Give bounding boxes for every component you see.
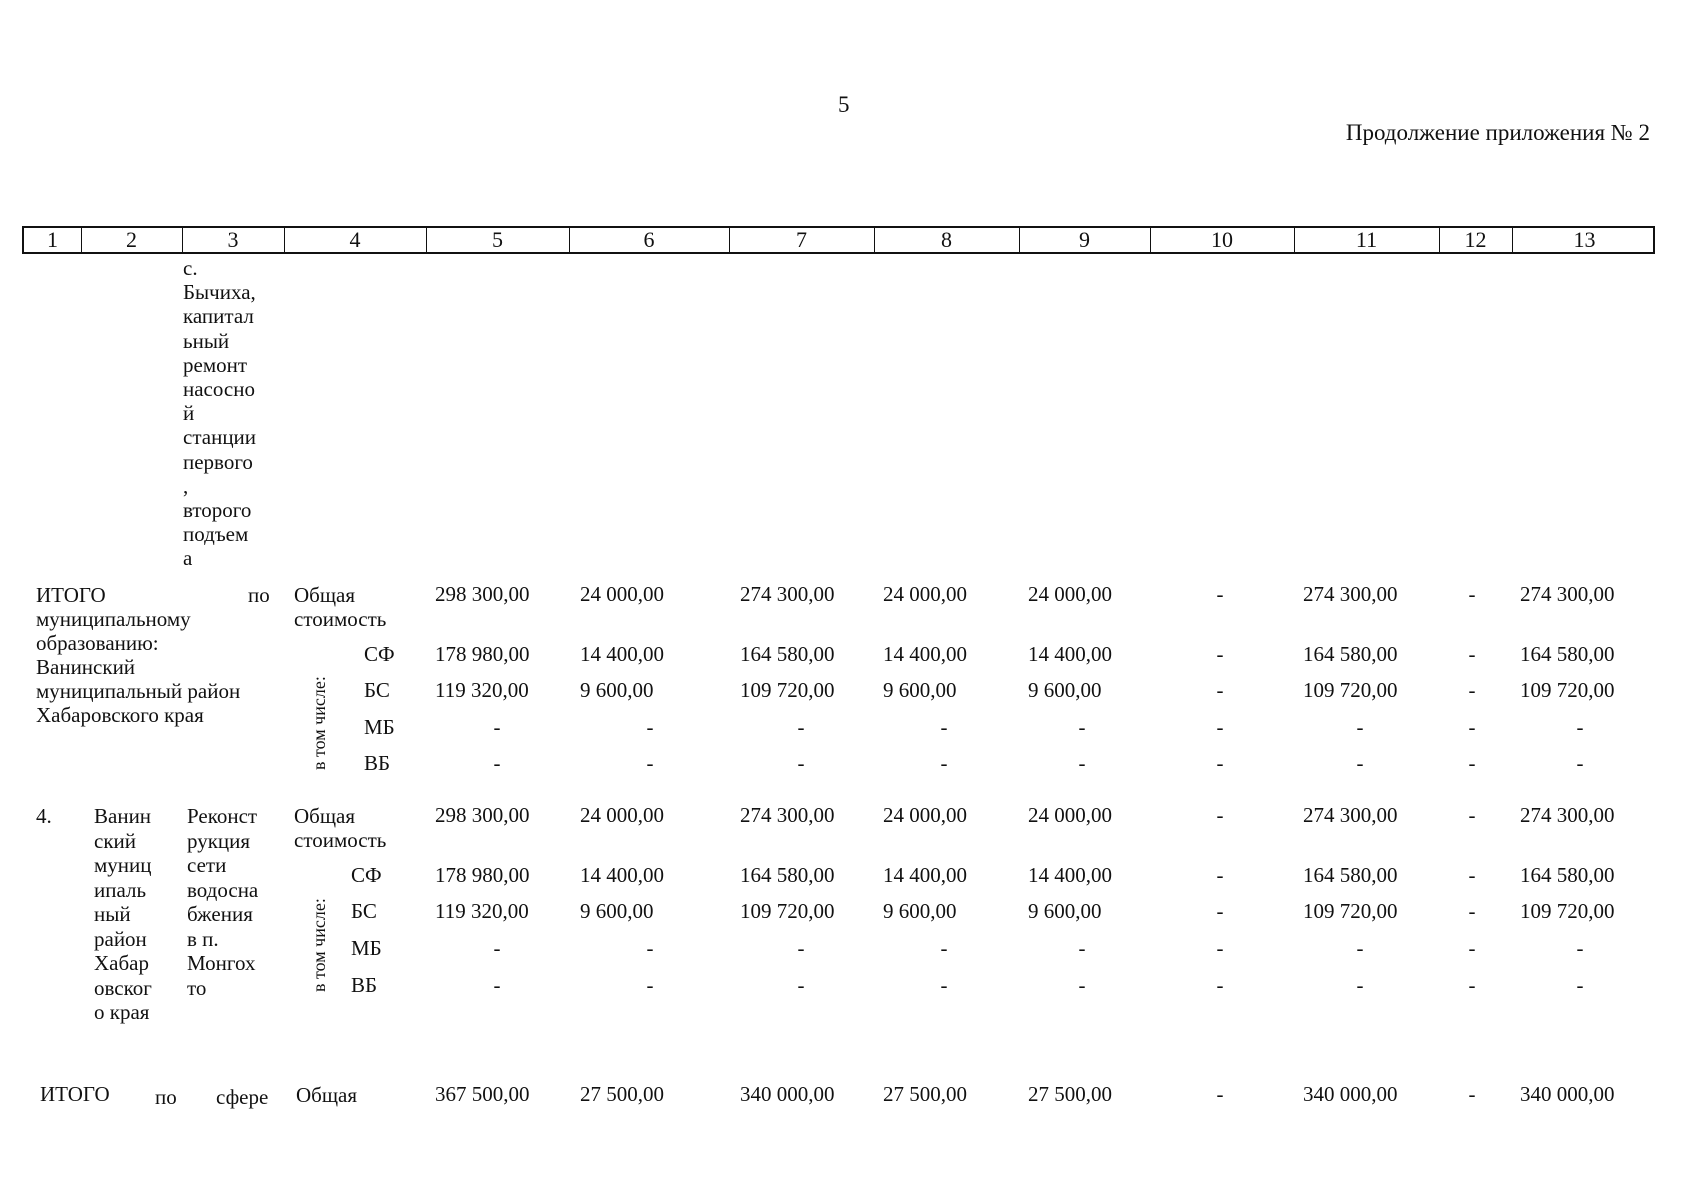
value-dash: - xyxy=(493,936,501,960)
header-divider xyxy=(874,228,875,252)
value-dash: - xyxy=(1078,751,1086,775)
itogo-label: Ванинский xyxy=(36,655,136,679)
project-line: водосна xyxy=(187,877,259,902)
header-divider xyxy=(1294,228,1295,252)
fund-code: ВБ xyxy=(364,751,391,775)
header-col-4: 4 xyxy=(349,227,361,252)
value-dash: - xyxy=(1216,715,1224,739)
value-cell: 340 000,00 xyxy=(1303,1082,1398,1106)
value-cell: 9 600,00 xyxy=(580,678,654,702)
project-name-line: капитал xyxy=(183,304,254,329)
value-dash: - xyxy=(1468,751,1476,775)
municipality-line: ский xyxy=(94,828,136,853)
municipality-line: о края xyxy=(94,1000,150,1024)
value-dash: - xyxy=(1216,751,1224,775)
continuation-title: Продолжение приложения № 2 xyxy=(1345,120,1650,145)
value-dash: - xyxy=(940,936,948,960)
value-cell: 340 000,00 xyxy=(740,1082,835,1106)
value-dash: - xyxy=(493,715,501,739)
municipality-line: Ванин xyxy=(94,804,152,828)
value-cell: 164 580,00 xyxy=(1303,642,1398,666)
value-dash: - xyxy=(646,973,654,997)
header-col-8: 8 xyxy=(941,227,952,252)
value-dash: - xyxy=(797,936,805,960)
value-dash: - xyxy=(1468,899,1476,923)
value-cell: 24 000,00 xyxy=(883,803,967,827)
value-cell: 9 600,00 xyxy=(1028,899,1102,923)
value-dash: - xyxy=(1468,863,1476,887)
municipality-line: ный xyxy=(94,902,131,926)
value-dash: - xyxy=(940,973,948,997)
value-dash: - xyxy=(1468,678,1476,702)
value-cell: 164 580,00 xyxy=(1303,863,1398,887)
value-cell: 14 400,00 xyxy=(580,642,664,666)
project-name-line: насосно xyxy=(183,377,255,401)
including-label: в том числе: xyxy=(309,676,329,770)
value-dash: - xyxy=(1468,715,1476,739)
fund-code: ВБ xyxy=(351,973,378,997)
project-name-line: , xyxy=(183,473,189,498)
header-divider xyxy=(729,228,730,252)
value-cell: 109 720,00 xyxy=(1303,899,1398,923)
value-cell: 109 720,00 xyxy=(740,899,835,923)
value-cell: 24 000,00 xyxy=(883,582,967,606)
value-cell: 164 580,00 xyxy=(740,863,835,887)
header-col-13: 13 xyxy=(1573,227,1596,252)
value-dash: - xyxy=(940,715,948,739)
value-dash: - xyxy=(1468,1082,1476,1106)
value-cell: 14 400,00 xyxy=(1028,642,1112,666)
value-dash: - xyxy=(1078,936,1086,960)
project-name-line: с. xyxy=(183,256,198,280)
value-cell: 24 000,00 xyxy=(1028,582,1112,606)
header-divider xyxy=(182,228,183,252)
total-cost-label: стоимость xyxy=(294,607,387,631)
value-dash: - xyxy=(1078,715,1086,739)
header-col-5: 5 xyxy=(492,227,503,252)
value-dash: - xyxy=(1216,899,1224,923)
value-cell: 9 600,00 xyxy=(883,678,957,702)
value-cell: 109 720,00 xyxy=(1520,678,1615,702)
header-divider xyxy=(1019,228,1020,252)
value-cell: 109 720,00 xyxy=(1303,678,1398,702)
value-dash: - xyxy=(940,751,948,775)
value-dash: - xyxy=(1576,973,1584,997)
header-divider xyxy=(426,228,427,252)
value-dash: - xyxy=(1078,973,1086,997)
header-divider xyxy=(1150,228,1151,252)
project-line: Реконст xyxy=(187,804,258,828)
project-line: Монгох xyxy=(187,951,256,975)
itogo-label: Хабаровского края xyxy=(36,703,204,727)
value-cell: 298 300,00 xyxy=(435,582,530,606)
value-cell: 340 000,00 xyxy=(1520,1082,1615,1106)
value-dash: - xyxy=(1216,803,1224,827)
project-line: рукция xyxy=(187,828,251,853)
value-cell: 9 600,00 xyxy=(580,899,654,923)
header-divider xyxy=(81,228,82,252)
value-dash: - xyxy=(1468,803,1476,827)
value-dash: - xyxy=(1356,936,1364,960)
value-cell: 27 500,00 xyxy=(580,1082,664,1106)
fund-code: СФ xyxy=(364,642,395,666)
value-cell: 24 000,00 xyxy=(580,803,664,827)
value-cell: 24 000,00 xyxy=(1028,803,1112,827)
value-dash: - xyxy=(1216,582,1224,606)
value-dash: - xyxy=(493,751,501,775)
itogo-label: муниципальный район xyxy=(36,679,241,703)
page-number: 5 xyxy=(838,92,850,117)
value-cell: 14 400,00 xyxy=(580,863,664,887)
value-dash: - xyxy=(1576,715,1584,739)
value-dash: - xyxy=(1576,936,1584,960)
value-cell: 109 720,00 xyxy=(740,678,835,702)
value-dash: - xyxy=(1356,715,1364,739)
value-cell: 9 600,00 xyxy=(883,899,957,923)
municipality-line: ипаль xyxy=(94,877,147,902)
header-divider xyxy=(284,228,285,252)
total-cost-label: Общая xyxy=(294,583,356,607)
project-name-line: подъем xyxy=(183,522,249,547)
project-line: бжения xyxy=(187,902,253,926)
value-cell: 274 300,00 xyxy=(740,582,835,606)
value-cell: 119 320,00 xyxy=(435,899,529,923)
project-line: сети xyxy=(187,853,227,877)
project-line: то xyxy=(187,975,207,1000)
value-dash: - xyxy=(1216,678,1224,702)
value-cell: 119 320,00 xyxy=(435,678,529,702)
project-name-line: ремонт xyxy=(183,352,248,377)
total-cost-label: стоимость xyxy=(294,828,387,852)
value-cell: 274 300,00 xyxy=(1303,582,1398,606)
value-cell: 164 580,00 xyxy=(1520,863,1615,887)
value-dash: - xyxy=(797,973,805,997)
fund-code: БС xyxy=(364,678,390,702)
project-line: в п. xyxy=(187,926,219,951)
value-cell: 274 300,00 xyxy=(740,803,835,827)
value-dash: - xyxy=(1216,973,1224,997)
header-divider xyxy=(1439,228,1440,252)
header-col-7: 7 xyxy=(796,227,807,252)
header-col-9: 9 xyxy=(1079,227,1090,252)
fund-code: БС xyxy=(351,899,377,923)
header-col-6: 6 xyxy=(643,227,655,252)
project-name-line: первого xyxy=(183,449,253,474)
value-dash: - xyxy=(1216,1082,1224,1106)
header-col-2: 2 xyxy=(126,227,137,252)
header-divider xyxy=(1512,228,1513,252)
value-dash: - xyxy=(1468,642,1476,666)
value-cell: 27 500,00 xyxy=(1028,1082,1112,1106)
value-dash: - xyxy=(797,751,805,775)
value-cell: 274 300,00 xyxy=(1303,803,1398,827)
value-cell: 14 400,00 xyxy=(883,642,967,666)
project-name-line: второго xyxy=(183,498,252,522)
value-cell: 298 300,00 xyxy=(435,803,530,827)
item-number: 4. xyxy=(36,804,52,828)
header-col-11: 11 xyxy=(1355,227,1378,252)
fund-code: МБ xyxy=(364,715,395,739)
project-name-line: Бычиха, xyxy=(183,280,256,305)
value-cell: 178 980,00 xyxy=(435,863,530,887)
total-cost-label: Общая xyxy=(294,804,356,828)
value-cell: 14 400,00 xyxy=(883,863,967,887)
header-divider xyxy=(569,228,570,252)
municipality-line: район xyxy=(94,926,147,951)
itogo-sphere-label: сфере xyxy=(216,1085,269,1109)
project-name-line: ьный xyxy=(183,328,230,353)
itogo-sphere-label: ИТОГО xyxy=(40,1082,110,1106)
value-cell: 24 000,00 xyxy=(580,582,664,606)
value-dash: - xyxy=(1468,973,1476,997)
value-cell: 14 400,00 xyxy=(1028,863,1112,887)
header-col-10: 10 xyxy=(1211,227,1233,252)
value-dash: - xyxy=(1468,936,1476,960)
value-dash: - xyxy=(646,715,654,739)
fund-code: СФ xyxy=(351,863,382,887)
project-name-line: а xyxy=(183,546,193,571)
fund-code: МБ xyxy=(351,936,382,960)
table-header xyxy=(22,226,1655,254)
header-col-12: 12 xyxy=(1464,227,1487,252)
value-dash: - xyxy=(1356,973,1364,997)
value-dash: - xyxy=(493,973,501,997)
value-dash: - xyxy=(1468,582,1476,606)
value-cell: 274 300,00 xyxy=(1520,803,1615,827)
value-dash: - xyxy=(1216,936,1224,960)
value-dash: - xyxy=(1216,642,1224,666)
itogo-label: по xyxy=(248,583,270,607)
itogo-label: образованию: xyxy=(36,631,159,655)
value-dash: - xyxy=(646,751,654,775)
municipality-line: Хабар xyxy=(94,951,149,975)
header-col-3: 3 xyxy=(227,227,239,252)
itogo-label: муниципальному xyxy=(36,607,191,631)
value-cell: 164 580,00 xyxy=(1520,642,1615,666)
project-name-line: й xyxy=(183,401,195,426)
itogo-label: ИТОГО xyxy=(36,583,106,607)
value-cell: 178 980,00 xyxy=(435,642,530,666)
header-col-1: 1 xyxy=(47,227,58,252)
value-cell: 274 300,00 xyxy=(1520,582,1615,606)
project-name-line: станции xyxy=(183,425,257,450)
itogo-sphere-label: по xyxy=(155,1085,177,1109)
value-dash: - xyxy=(1216,863,1224,887)
total-cost-label: Общая xyxy=(296,1083,358,1107)
value-dash: - xyxy=(1356,751,1364,775)
municipality-line: муниц xyxy=(94,853,152,877)
including-label: в том числе: xyxy=(309,898,329,992)
value-cell: 9 600,00 xyxy=(1028,678,1102,702)
municipality-line: овског xyxy=(94,975,152,1000)
value-cell: 367 500,00 xyxy=(435,1082,530,1106)
value-dash: - xyxy=(797,715,805,739)
value-cell: 27 500,00 xyxy=(883,1082,967,1106)
value-dash: - xyxy=(1576,751,1584,775)
value-dash: - xyxy=(646,936,654,960)
value-cell: 109 720,00 xyxy=(1520,899,1615,923)
value-cell: 164 580,00 xyxy=(740,642,835,666)
